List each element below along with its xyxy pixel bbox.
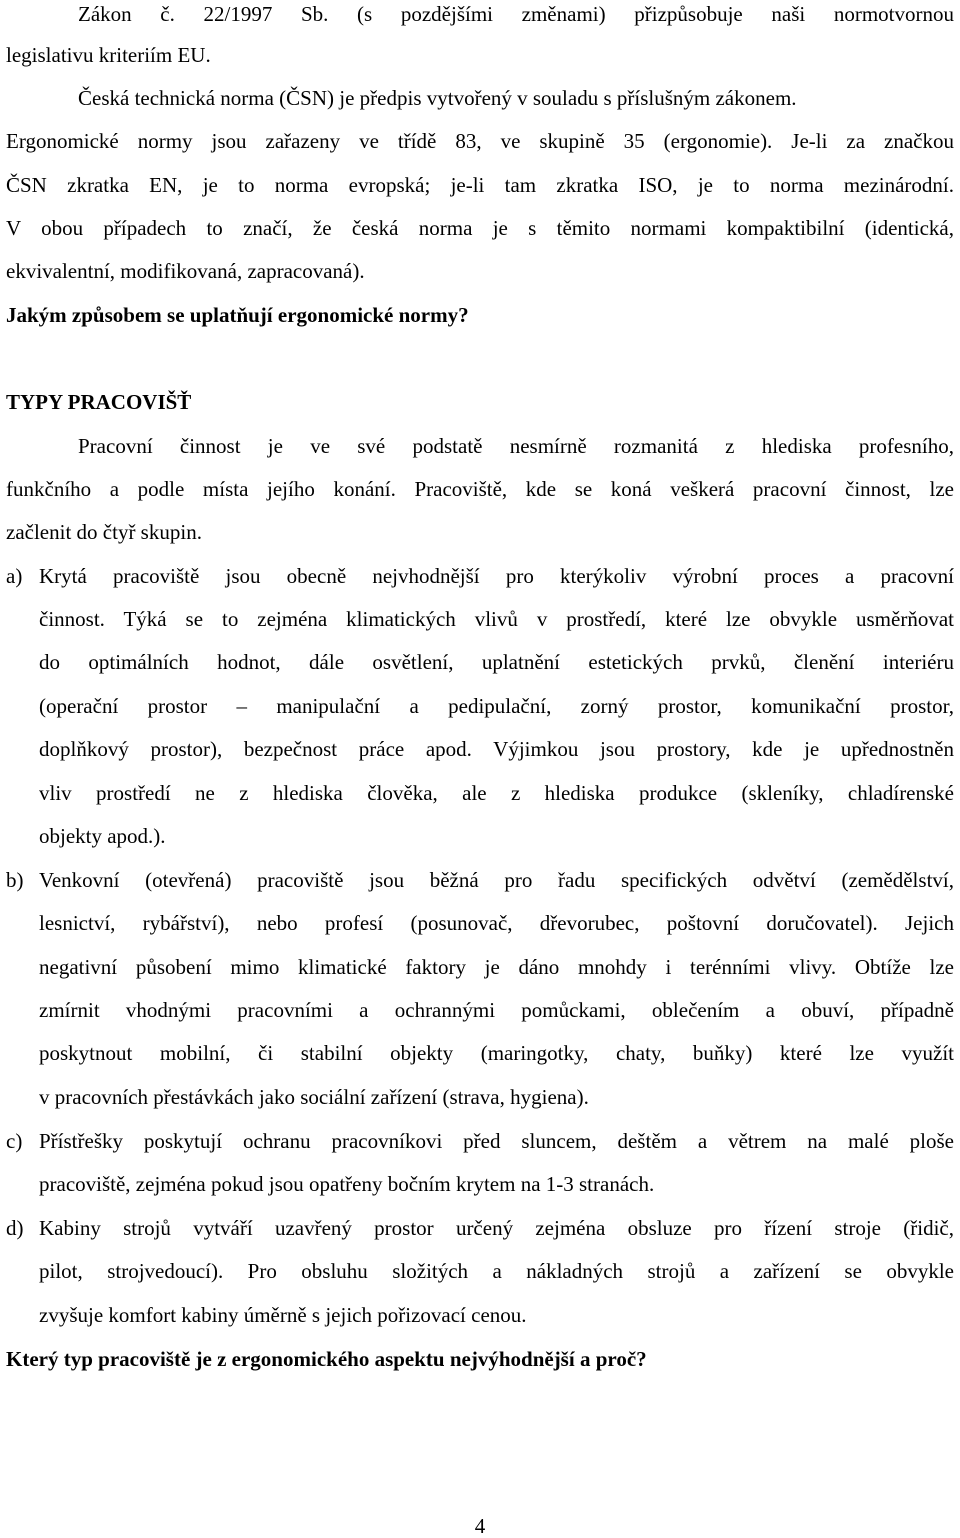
list-item-a-line-2: činnost. Týká se to zejména klimatických vlivů v prostředí, které lze obvykle usměrňovat: [39, 607, 954, 631]
list-item-label-a: a): [6, 564, 23, 588]
list-item-b-line-2: lesnictví, rybářství), nebo profesí (posunovač, dřevorubec, poštovní doručovatel). Jejich: [39, 911, 954, 935]
list-item-c-line-2: pracoviště, zejména pokud jsou opatřeny bočním krytem na 1-3 stranách.: [39, 1172, 655, 1196]
list-item-label-c: c): [6, 1129, 23, 1153]
section-para-line-3: začlenit do čtyř skupin.: [6, 520, 202, 544]
section-para-line-1: Pracovní činnost je ve své podstatě nesmírně rozmanitá z hlediska profesního,: [78, 434, 954, 458]
list-item-d-line-3: zvyšuje komfort kabiny úměrně s jejich pořizovací cenou.: [39, 1303, 527, 1327]
section-para-line-2: funkčního a podle místa jejího konání. Pracoviště, kde se koná veškerá pracovní činnost, lze: [6, 477, 954, 501]
list-item-label-b: b): [6, 868, 24, 892]
intro-line-2: legislativu kriteriím EU.: [6, 43, 211, 67]
intro-line-1: Zákon č. 22/1997 Sb. (s pozdějšími změnami) přizpůsobuje naši normotvornou: [78, 2, 954, 26]
page-number: 4: [474, 1514, 486, 1538]
list-item-a-line-6: vliv prostředí ne z hlediska člověka, ale z hlediska produkce (skleníky, chladírenské: [39, 781, 954, 805]
section-question: Který typ pracoviště je z ergonomického aspektu nejvýhodnější a proč?: [6, 1347, 647, 1371]
list-item-b-line-6: v pracovních přestávkách jako sociální zařízení (strava, hygiena).: [39, 1085, 589, 1109]
section-heading: TYPY PRACOVIŠŤ: [6, 390, 192, 414]
list-item-b-line-4: zmírnit vhodnými pracovními a ochrannými pomůckami, oblečením a obuví, případně: [39, 998, 954, 1022]
list-item-a-line-7: objekty apod.).: [39, 824, 166, 848]
list-item-a-line-1: Krytá pracoviště jsou obecně nejvhodnější pro kterýkoliv výrobní proces a pracovní: [39, 564, 954, 588]
list-item-d-line-2: pilot, strojvedoucí). Pro obsluhu složitých a nákladných strojů a zařízení se obvykle: [39, 1259, 954, 1283]
list-item-b-line-1: Venkovní (otevřená) pracoviště jsou běžná pro řadu specifických odvětví (zemědělství,: [39, 868, 954, 892]
intro-question: Jakým způsobem se uplatňují ergonomické normy?: [6, 303, 469, 327]
list-item-d-line-1: Kabiny strojů vytváří uzavřený prostor určený zejména obsluze pro řízení stroje (řidič,: [39, 1216, 954, 1240]
list-item-b-line-5: poskytnout mobilní, či stabilní objekty (maringotky, chaty, buňky) které lze využít: [39, 1041, 954, 1065]
list-item-a-line-3: do optimálních hodnot, dále osvětlení, uplatnění estetických prvků, členění interiéru: [39, 650, 954, 674]
intro-line-7: ekvivalentní, modifikovaná, zapracovaná).: [6, 259, 365, 283]
list-item-c-line-1: Přístřešky poskytují ochranu pracovníkovi před sluncem, deštěm a větrem na malé ploše: [39, 1129, 954, 1153]
intro-line-5: ČSN zkratka EN, je to norma evropská; je-li tam zkratka ISO, je to norma mezinárodní.: [6, 173, 954, 197]
intro-line-6: V obou případech to značí, že česká norma je s těmito normami kompaktibilní (identická,: [6, 216, 954, 240]
list-item-a-line-5: doplňkový prostor), bezpečnost práce apod. Výjimkou jsou prostory, kde je upřednostněn: [39, 737, 954, 761]
list-item-a-line-4: (operační prostor – manipulační a pedipulační, zorný prostor, komunikační prostor,: [39, 694, 954, 718]
intro-line-3: Česká technická norma (ČSN) je předpis vytvořený v souladu s příslušným zákonem.: [78, 86, 797, 110]
intro-line-4: Ergonomické normy jsou zařazeny ve třídě 83, ve skupině 35 (ergonomie). Je-li za značkou: [6, 129, 954, 153]
list-item-label-d: d): [6, 1216, 24, 1240]
list-item-b-line-3: negativní působení mimo klimatické faktory je dáno mnohdy i terénními vlivy. Obtíže lze: [39, 955, 954, 979]
